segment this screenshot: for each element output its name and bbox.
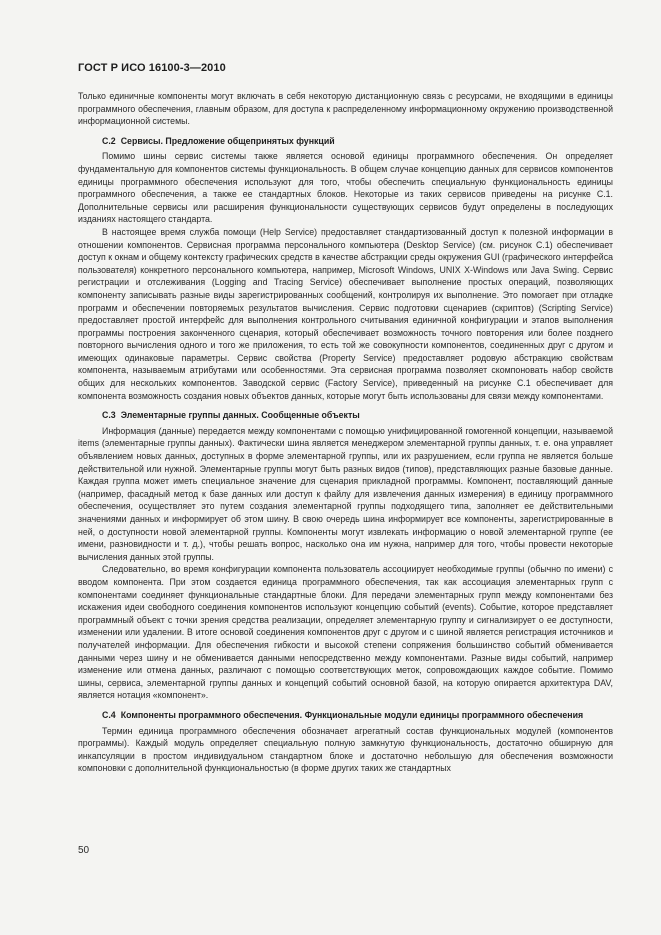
document-header: ГОСТ Р ИСО 16100-3—2010 [78,62,226,74]
intro-paragraph: Только единичные компоненты могут включать в себя некоторую дистанционную связь с ресурсами, не входящими в единицы программного обеспечения, главным образом, для доступа к распределенному информационному окружению производственной информационной системы. [78,91,613,127]
paragraph: В настоящее время служба помощи (Help Service) предоставляет стандартизованный доступ к полезной информации в отношении компонентов. Сервисная программа персонального компьютера (Desktop Service) (см. рисунок С.1) обеспечивает доступ к окнам и общему контексту графических средств в качестве абстракции среды окружения GUI (графического интерфейса пользователя) конкретного персонального компьютера, например, Microsoft Windows, UNIX X-Windows или Java Swing. Сервис регистрации и отслеживания (Logging and Tracing Service) обеспечивает выполнение простых операций, позволяющих компоненту записывать разные виды зарегистрированных сообщений, контролируя их выполнение. Это помогает при отладке программ и обеспечении повторяемых результатов вычисления. Сервис подготовки сценариев (скриптов) (Scripting Service) предоставляет простой интерфейс для выполнения контрольного считывания единичной конфигурации и этапов выполнения программы построения законченного сценария, который обеспечивает возможность точного повторения или более позднего повторного вычисления одного и того же приложения, то есть той же совокупности компонентов, соединенных друг с другом и имеющих одинаковые параметры. Сервис свойства (Property Service) предоставляет родовую абстракцию свойствам компонента, называемым атрибутами или особенностями. Эта сервисная программа позволяет скомпоновать набор свойств общих для нескольких компонентов. Заводской сервис (Factory Service), приведенный на рисунке С.1 обеспечивает для компонента возможность создания новых объектов данных, которые могут быть использованы для связи между компонентами. [78,226,613,401]
paragraph: Помимо шины сервис системы также является основой единицы программного обеспечения. Он определяет фундаментальную для компонентов системы функциональность. В общем случае концепцию данных для сервисов компонентов единицы программного обеспечения используют для того, чтобы обеспечить специальную функциональность единицы программного обеспечения, а также ее стандартных блоков. Некоторые из таких сервисов приведены на рисунке С.1. Дополнительные сервисы или расширения функциональности существующих сервисов будут определены в последующих изданиях настоящего стандарта. [78,151,613,225]
paragraph: Термин единица программного обеспечения обозначает агрегатный состав функциональных модулей (компонентов программы). Каждый модуль определяет специальную полную замкнутую функциональность, достаточно обширную для инкапсуляции в простом индивидуальном стандартном блоке и достаточно небольшую для обеспечения возможности компоновки с дополнительной функциональностью (в форме других таких же стандартных [78,725,613,774]
section-title: Компоненты программного обеспечения. Функциональные модули единицы программного обеспечения [120,709,584,720]
section-number: С.2 [102,135,116,146]
section-number: С.3 [102,410,116,421]
section-heading-c3 [78,409,613,422]
section-number: С.4 [102,709,116,720]
section-title: Сервисы. Предложение общепринятых функций [120,135,335,146]
section-title: Элементарные группы данных. Сообщенные объекты [120,410,360,421]
page-body [78,90,613,775]
paragraph: Следовательно, во время конфигурации компонента пользователь ассоциирует необходимые группы (обычно по имени) с вводом компонента. При этом создается единица программного обеспечения, так как ассоциация элементарных групп с компонентами соединяет функциональные стандартные блоки. Для передачи элементарных групп между компонентами без искажения идеи свободного соединения компонентов используют концепцию событий (events). Событие, которое представляет программный объект с точки зрения средства реализации, определяет элементарную группу и сигнализирует о ее доступности, изменении или удалении. В итоге основой соединения компонентов друг с другом и с шиной является регистрация источников и получателей информации. Для обеспечения гибкости и высокой степени сопряжения большинство событий обменивается данными через шину и не обменивается данными непосредственно между компонентами. Разные виды событий, например изменение или отмена данных, различают с помощью соответствующих меток, сопровождающих каждое событие. Помимо шины, сервиса, элементарной группы данных и концепций событий основной базой, на которую опирается архитектура DAV, является нотация «компонент». [78,564,613,701]
page-number: 50 [78,845,90,856]
paragraph: Информация (данные) передается между компонентами с помощью унифицированной гомогенной концепции, называемой items (элементарные группы данных). Фактически шина является менеджером элементарной группы данных, т. е. она управляет объявлением новых данных, доступных в форме элементарной группы, или их разрушением, если группа не является больше действительной или нужной. Элементарные группы могут быть разных видов (типов), представляющих разные базовые данные. Каждая группа может иметь специальное значение для сценария прикладной программы. Компонент, поставляющий данные (например, фасадный метод к базе данных или доступ к файлу для извлечения данных измерения) в единицу программного обеспечения, осуществляет это путем создания элементарной группы подходящего типа, заполняет ее действительными значениями данных и информирует об этом шину. В свою очередь шина информирует все компоненты, зарегистрированные в ней, о доступности новой элементарной группы. Компоненты могут извлекать информацию о новой элементарной группе (ее имени, разновидности и т. д.), чтобы решать вопрос, насколько она им нужна, например для того, чтобы провести некоторые вычисления данных этой группы. [78,425,613,562]
section-heading-c4 [78,709,613,722]
section-heading-c2 [78,135,613,148]
